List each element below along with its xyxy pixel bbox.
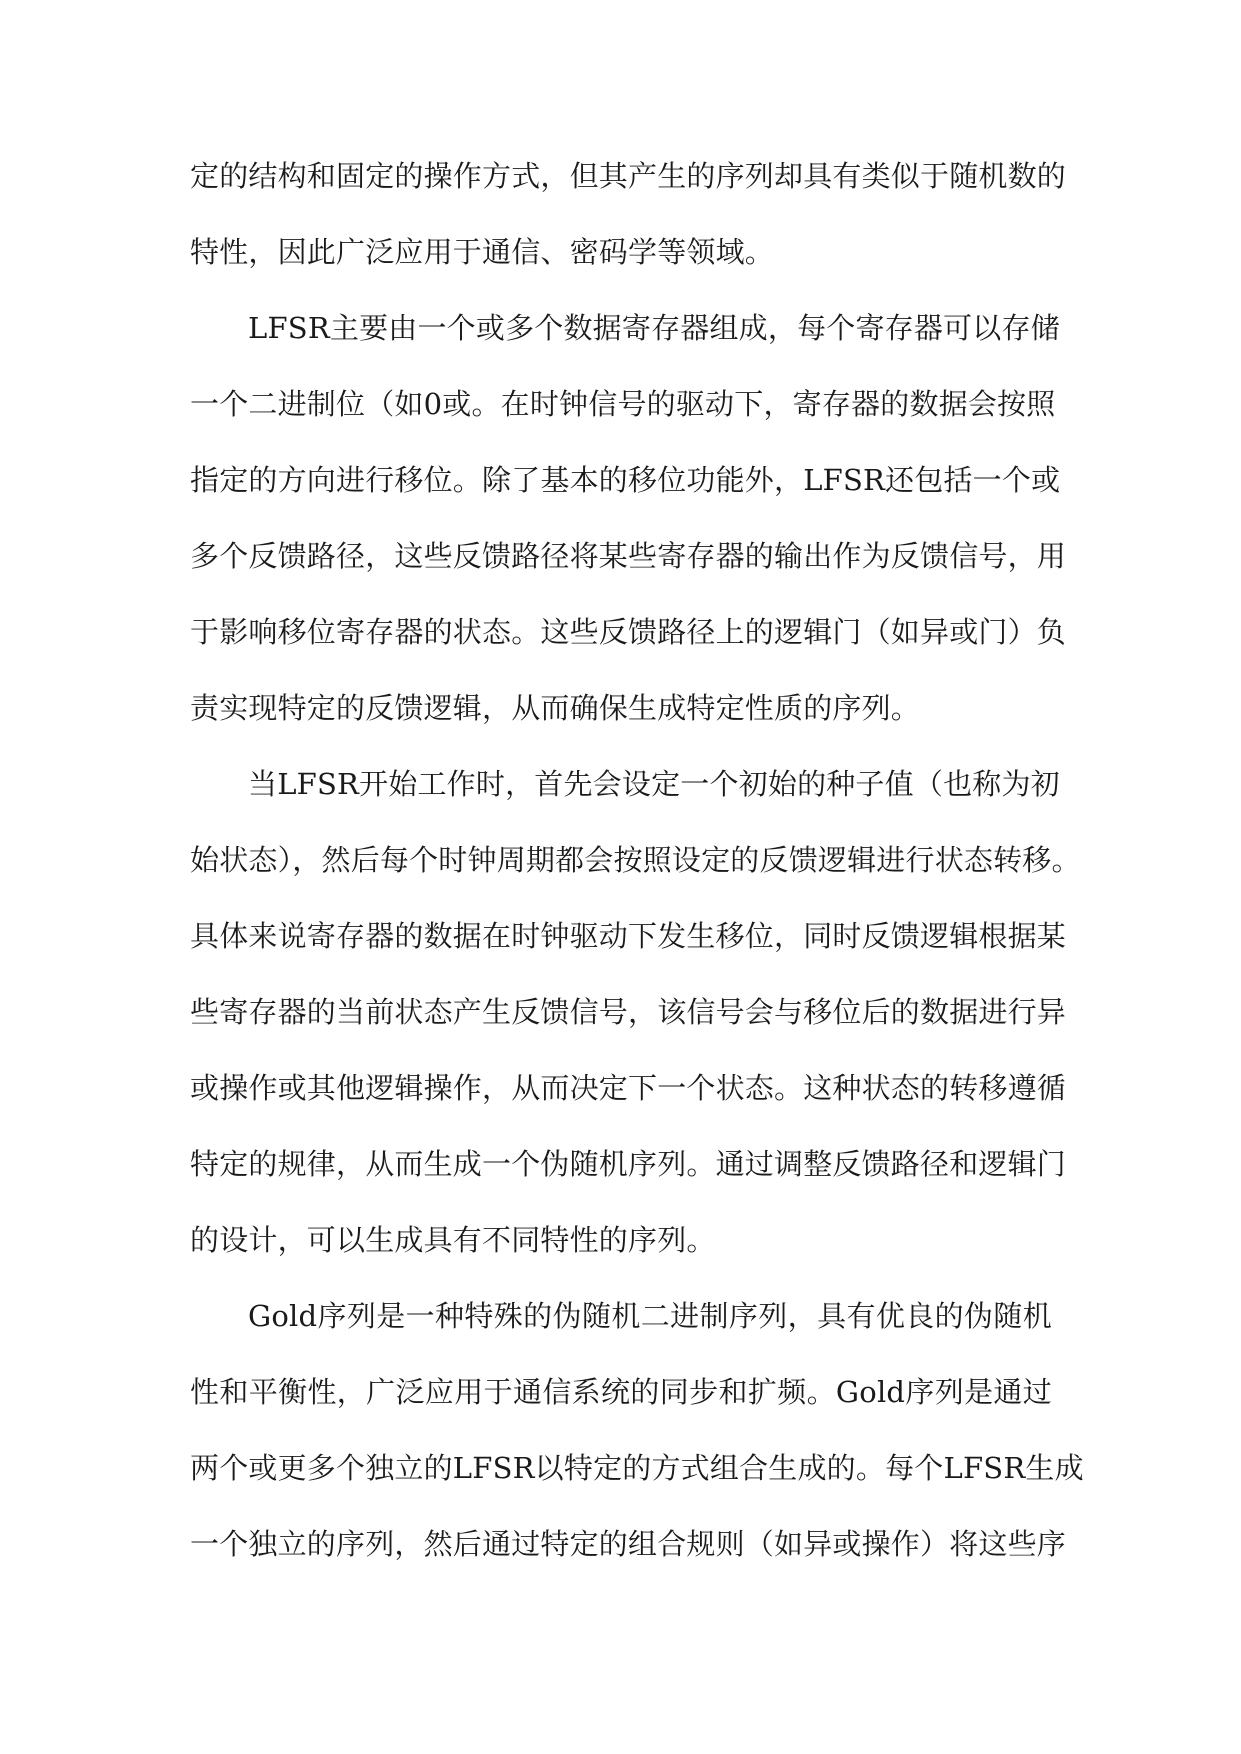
text-line: 的设计，可以生成具有不同特性的序列。 — [190, 1223, 716, 1257]
text-line: 多个反馈路径，这些反馈路径将某些寄存器的输出作为反馈信号，用 — [190, 539, 1067, 573]
text-line: Gold序列是一种特殊的伪随机二进制序列，具有优良的伪随机 — [248, 1299, 1052, 1333]
text-line: 指定的方向进行移位。除了基本的移位功能外，LFSR还包括一个或 — [190, 463, 1061, 497]
text-line: 于影响移位寄存器的状态。这些反馈路径上的逻辑门（如异或门）负 — [190, 615, 1067, 649]
text-line: 始状态），然后每个时钟周期都会按照设定的反馈逻辑进行状态转移。 — [190, 843, 1081, 877]
text-line: 性和平衡性，广泛应用于通信系统的同步和扩频。Gold序列是通过 — [190, 1375, 1052, 1409]
text-line: 当LFSR开始工作时，首先会设定一个初始的种子值（也称为初 — [248, 767, 1060, 801]
text-line: 定的结构和固定的操作方式，但其产生的序列却具有类似于随机数的 — [190, 159, 1067, 193]
text-line: 责实现特定的反馈逻辑，从而确保生成特定性质的序列。 — [190, 691, 921, 725]
text-line: 一个二进制位（如0或。在时钟信号的驱动下，寄存器的数据会按照 — [190, 387, 1056, 421]
body-text — [190, 138, 1084, 1582]
text-line: 特定的规律，从而生成一个伪随机序列。通过调整反馈路径和逻辑门 — [190, 1147, 1067, 1181]
text-line: 特性，因此广泛应用于通信、密码学等领域。 — [190, 235, 775, 269]
text-line: 具体来说寄存器的数据在时钟驱动下发生移位，同时反馈逻辑根据某 — [190, 919, 1067, 953]
text-line: 两个或更多个独立的LFSR以特定的方式组合生成的。每个LFSR生成 — [190, 1451, 1084, 1485]
text-line: LFSR主要由一个或多个数据寄存器组成，每个寄存器可以存储 — [248, 311, 1060, 345]
text-line: 些寄存器的当前状态产生反馈信号，该信号会与移位后的数据进行异 — [190, 995, 1067, 1029]
text-line: 或操作或其他逻辑操作，从而决定下一个状态。这种状态的转移遵循 — [190, 1071, 1067, 1105]
text-line: 一个独立的序列，然后通过特定的组合规则（如异或操作）将这些序 — [190, 1527, 1067, 1561]
